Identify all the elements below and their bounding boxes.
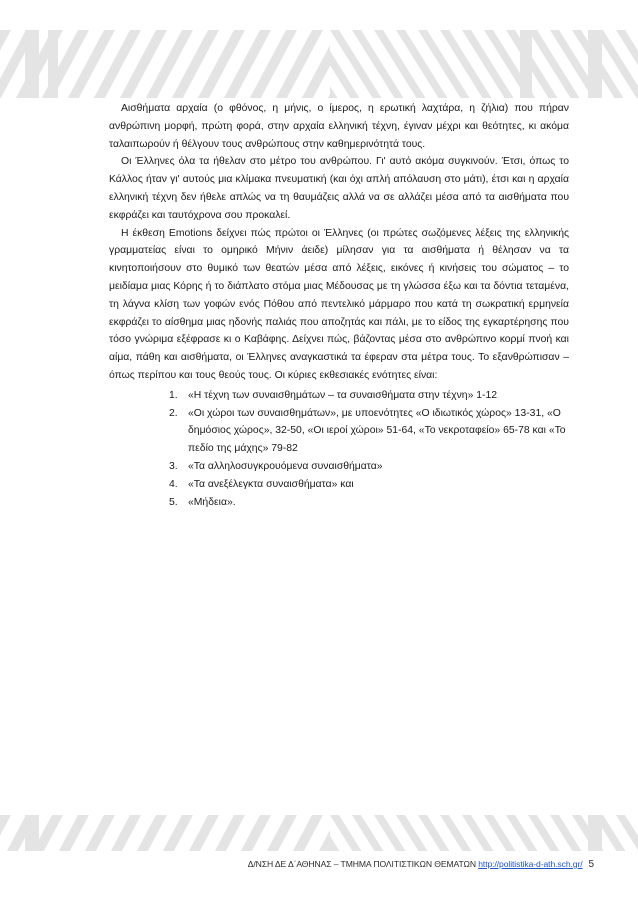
paragraph-exhibition: Η έκθεση Emotions δείχνει πώς πρώτοι οι Έλληνες (οι πρώτες σωζόμενες λέξεις της ελληνικής γραμματείας είναι το ομηρικό Μήνιν άειδε) μίλησαν για τα αισθήματα ή θέλησαν να τα κινητοποιήσουν στο θυμικό των θεατών μέσα από λέξεις, εικόνες ή κινήσεις του σώματος – το μειδίαμα μιας Κόρης ή το διάπλατο στόμα μιας Μέδουσας με τη γλώσσα έξω και τα δόντια τεταμένα, τη λάγνα κλίση των γοφών ενός Πόθου από πεντελικό μάρμαρο που κατά τη σωκρατική ερμηνεία εκφράζει το αίσθημα μιας ηδονής παλιάς που αποζητάς και πάλι, με το είδος της εγκαρτέρησης που τόσο γνώριμα εξέφρασε κι ο Καβάφης. Δείχνει πώς, βάζοντας μέσα στο ανθρώπινο κορμί πνοή και αίμα, πάθη και αισθήματα, οι Έλληνες αναγκαστικά τα έφεραν στα μέτρα τους. Το εξανθρώπισαν – όπως περίπου και τους θεούς τους. Οι κύριες εκθεσιακές ενότητες είναι: bbox=[109, 227, 569, 381]
list-item: «Οι χώροι των συναισθημάτων», με υποενότητες «Ο ιδιωτικός χώρος» 13-31, «Ο δημόσιος χώρος», 32-50, «Οι ιεροί χώροι» 51-64, «Το νεκροταφείο» 65-78 και «Το πεδίο της μάχης» 79-82 bbox=[188, 407, 566, 455]
paragraph-intro: Αισθήματα αρχαία (ο φθόνος, η μήνις, ο ίμερος, η ερωτική λαχτάρα, η ζήλια) που πήραν ανθρώπινη μορφή, πρώτη φορά, στην αρχαία ελληνική τέχνη, έγιναν μέχρι και θεότητες, κι ακόμα ταλαιπωρούν ή θέλγουν τους ανθρώπους στην καθημερινότητά τους. bbox=[109, 103, 569, 150]
list-item: «Τα αλληλοσυγκρουόμενα συναισθήματα» bbox=[188, 460, 383, 472]
diagonal-stripes-pattern-top bbox=[0, 30, 638, 98]
list-item: «Τα ανεξέλεγκτα συναισθήματα» και bbox=[188, 478, 354, 490]
paragraph-measure: Οι Έλληνες όλα τα ήθελαν στο μέτρο του ανθρώπου. Γι' αυτό ακόμα συγκινούν. Έτσι, όπως το Κάλλος ήταν γι' αυτούς μια κλίμακα πνευματική (και όχι απλή απόλαυση στο μάτι), έτσι και η αρχαία ελληνική τέχνη δεν ήθελε απλώς να τη θαυμάζεις αλλά να σε αλλάζει μέσα από τα αισθήματα που εκφράζει και ταυτόχρονα σου προκαλεί. bbox=[109, 156, 569, 221]
document-body bbox=[109, 100, 569, 511]
page-footer bbox=[0, 859, 594, 870]
list-item: «Μήδεια». bbox=[188, 496, 236, 508]
footer-website-link[interactable]: http://politistika-d-ath.sch.gr/ bbox=[478, 859, 583, 869]
footer-department-text: Δ/ΝΣΗ ΔΕ Δ΄ΑΘΗΝΑΣ – ΤΜΗΜΑ ΠΟΛΙΤΙΣΤΙΚΩΝ ΘΕΜΑΤΩΝ bbox=[247, 859, 479, 869]
bottom-decorative-band bbox=[0, 815, 638, 851]
diagonal-stripes-pattern-bottom bbox=[0, 815, 638, 851]
top-decorative-band bbox=[0, 30, 638, 98]
page-number: 5 bbox=[588, 859, 594, 870]
exhibition-sections-list bbox=[109, 387, 569, 512]
list-item: «Η τέχνη των συναισθημάτων – τα συναισθήματα στην τέχνη» 1-12 bbox=[188, 389, 498, 401]
